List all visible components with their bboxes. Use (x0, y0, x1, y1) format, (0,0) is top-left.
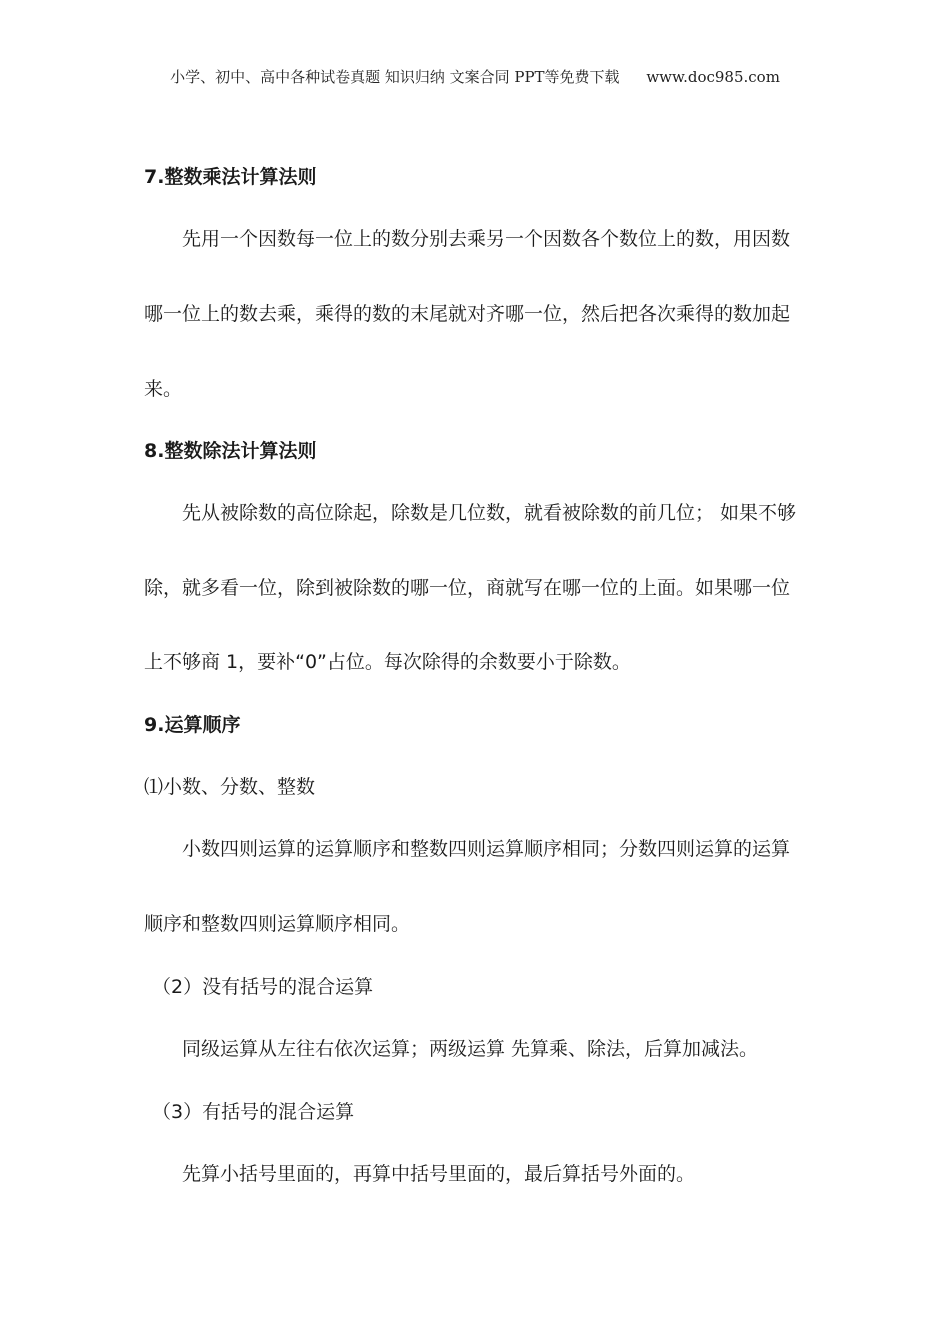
section-8-line-2: 除，就多看一位，除到被除数的哪一位，商就写在哪一位的上面。如果哪一位 (144, 577, 791, 599)
section-9-part-3-title: （3）有括号的混合运算 (152, 1101, 355, 1123)
section-9-title: 9.运算顺序 (144, 714, 241, 736)
header-text: 小学、初中、高中各种试卷真题 知识归纳 文案合同 PPT等免费下载 (170, 68, 620, 86)
section-9-part-2-title: （2）没有括号的混合运算 (152, 976, 374, 998)
section-7-title: 7.整数乘法计算法则 (144, 166, 317, 188)
section-8-title: 8.整数除法计算法则 (144, 440, 317, 462)
section-7-line-2: 哪一位上的数去乘，乘得的数的末尾就对齐哪一位，然后把各次乘得的数加起 (144, 303, 791, 325)
section-9-part-2-line: 同级运算从左往右依次运算；两级运算 先算乘、除法，后算加减法。 (182, 1038, 759, 1060)
page-header (0, 66, 950, 87)
header-site-link[interactable]: www.doc985.com (646, 68, 780, 86)
section-9-part-3-line: 先算小括号里面的，再算中括号里面的，最后算括号外面的。 (182, 1163, 696, 1185)
section-7-line-3: 来。 (144, 378, 183, 400)
section-8-line-3: 上不够商 1，要补“0”占位。每次除得的余数要小于除数。 (144, 651, 631, 673)
section-8-line-1: 先从被除数的高位除起，除数是几位数，就看被除数的前几位； 如果不够 (182, 502, 797, 524)
section-7-line-1: 先用一个因数每一位上的数分别去乘另一个因数各个数位上的数，用因数 (182, 228, 791, 250)
section-9-part-1-title: ⑴小数、分数、整数 (144, 776, 316, 798)
section-9-part-1-line-1: 小数四则运算的运算顺序和整数四则运算顺序相同；分数四则运算的运算 (182, 838, 791, 860)
section-9-part-1-line-2: 顺序和整数四则运算顺序相同。 (144, 913, 411, 935)
